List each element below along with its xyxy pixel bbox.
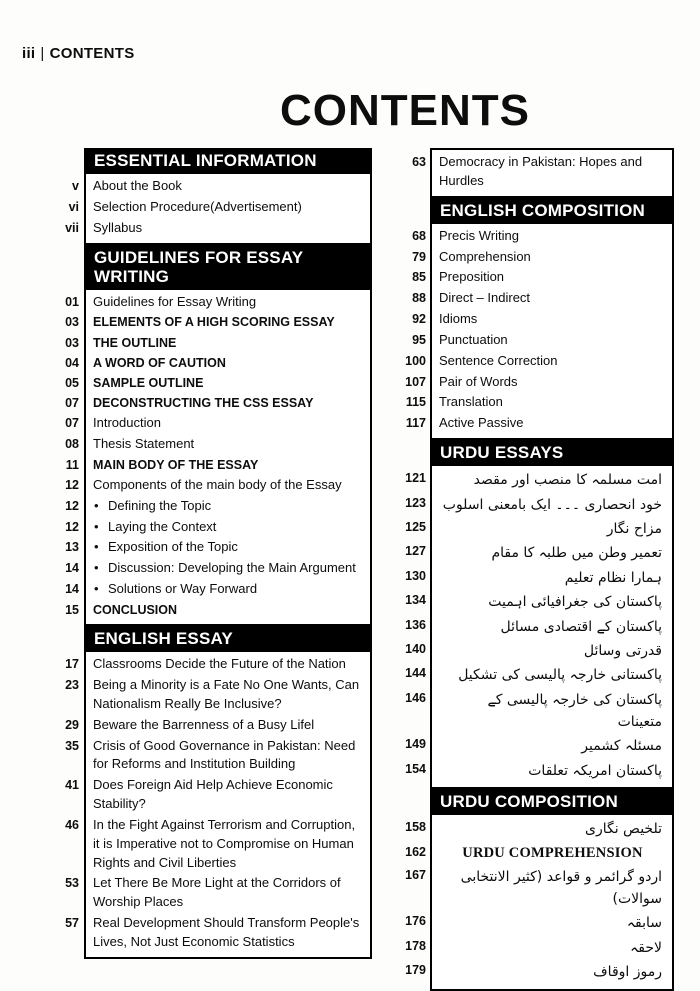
- toc-page-number: 12: [65, 519, 79, 534]
- toc-entry-label: THE OUTLINE: [93, 335, 177, 350]
- toc-page-number: 14: [65, 582, 79, 597]
- toc-entry[interactable]: [65, 434, 370, 455]
- toc-entry[interactable]: [65, 475, 370, 496]
- toc-page-number: 23: [65, 677, 79, 692]
- section-heading-english-essay: ENGLISH ESSAY: [84, 626, 372, 652]
- toc-entry[interactable]: [412, 226, 672, 247]
- toc-entry-label: پاکستان کی جغرافیائی اہمیت: [488, 594, 662, 611]
- toc-entry[interactable]: [412, 152, 672, 192]
- toc-entry[interactable]: [65, 715, 370, 736]
- section-body: [412, 148, 674, 198]
- contents-columns: [0, 148, 700, 991]
- right-column: [394, 148, 674, 991]
- toc-entry-label: Comprehension: [439, 248, 531, 264]
- toc-page-number: 115: [405, 395, 426, 410]
- toc-page-number: 17: [65, 657, 79, 672]
- toc-page-number: 12: [65, 477, 79, 492]
- toc-entry-label: امت مسلمہ کا منصب اور مقصد: [473, 472, 662, 489]
- toc-page-number: 140: [405, 641, 426, 656]
- toc-page-number: 12: [65, 498, 79, 513]
- toc-entry-label: URDU COMPREHENSION: [462, 844, 643, 861]
- toc-entry-label: Sentence Correction: [439, 352, 558, 368]
- section-body: [405, 815, 674, 990]
- toc-entry-label: ہمارا نظام تعلیم: [564, 569, 662, 586]
- toc-entry-label: پاکستان کے اقتصادی مسائل: [500, 618, 662, 635]
- toc-entry[interactable]: [65, 455, 370, 475]
- section-heading-urdu-essays: URDU ESSAYS: [430, 440, 674, 466]
- toc-entry-label: مسئلہ کشمیر: [581, 738, 662, 755]
- toc-page-number: 149: [405, 737, 426, 752]
- toc-page-number: 123: [405, 495, 426, 510]
- toc-entry[interactable]: [65, 312, 370, 332]
- toc-entry[interactable]: [405, 590, 672, 614]
- toc-page-number: 130: [405, 568, 426, 583]
- toc-entry-label: Thesis Statement: [93, 435, 195, 451]
- toc-page-number: vi: [68, 199, 79, 214]
- toc-entry-label: Precis Writing: [439, 227, 519, 243]
- toc-page-number: 146: [405, 690, 426, 705]
- toc-page-number: 08: [65, 436, 79, 451]
- toc-entry-label: Preposition: [439, 269, 505, 285]
- toc-entry-label: Components of the main body of the Essay: [93, 476, 342, 492]
- toc-entry-label: پاکستانی خارجہ پالیسی کی تشکیل: [458, 667, 662, 684]
- toc-page-number: 57: [65, 916, 79, 931]
- toc-entry[interactable]: [65, 736, 370, 776]
- toc-entry[interactable]: [68, 197, 370, 218]
- toc-page-number: 154: [405, 761, 426, 776]
- toc-entry-label: پاکستان امریکہ تعلقات: [528, 762, 662, 779]
- toc-page-number: 79: [412, 249, 426, 264]
- toc-entry[interactable]: [405, 759, 672, 783]
- toc-entry[interactable]: [412, 247, 672, 268]
- toc-entry[interactable]: [405, 734, 672, 758]
- section-body: [405, 224, 674, 440]
- folio-number: iii: [22, 45, 36, 62]
- toc-entry[interactable]: [65, 675, 370, 715]
- toc-entry[interactable]: [65, 517, 370, 538]
- toc-entry-label: Introduction: [93, 415, 161, 431]
- toc-page-number: 05: [65, 375, 79, 390]
- toc-entry-label: Does Foreign Aid Help Achieve Economic Stability?: [93, 777, 333, 812]
- toc-entry-label: مزاح نگار: [606, 520, 662, 537]
- toc-entry[interactable]: [412, 267, 672, 288]
- toc-entry[interactable]: [65, 218, 370, 239]
- toc-page-number: 136: [405, 617, 426, 632]
- toc-page-number: 178: [405, 938, 426, 953]
- toc-entry[interactable]: [405, 639, 672, 663]
- toc-entry[interactable]: [405, 960, 672, 984]
- toc-page-number: 134: [405, 593, 426, 608]
- toc-page-number: 179: [405, 963, 426, 978]
- toc-entry-label: تعمیر وطن میں طلبہ کا مقام: [491, 545, 662, 562]
- toc-page-number: 95: [412, 332, 426, 347]
- toc-page-number: vii: [65, 220, 79, 235]
- toc-entry-label: Pair of Words: [439, 373, 518, 389]
- toc-entry-label: رموز اوقاف: [593, 964, 662, 981]
- toc-page-number: 121: [405, 471, 426, 486]
- toc-entry[interactable]: [405, 688, 672, 735]
- toc-entry-label: Beware the Barrenness of a Busy Lifel: [93, 716, 315, 732]
- toc-entry[interactable]: [65, 413, 370, 434]
- section-body: [65, 290, 372, 626]
- toc-entry[interactable]: [412, 330, 672, 351]
- toc-entry-label: تلخیص نگاری: [584, 821, 662, 838]
- toc-page-number: 125: [405, 519, 426, 534]
- toc-entry-label: • Solutions or Way Forward: [86, 579, 370, 600]
- toc-entry-label: A WORD OF CAUTION: [93, 355, 226, 370]
- toc-entry-label: اردو گرائمر و قواعد (کثیر الانتخابی سوالات): [460, 868, 662, 908]
- toc-entry[interactable]: [65, 353, 370, 373]
- toc-entry[interactable]: [65, 873, 370, 913]
- toc-entry[interactable]: [405, 817, 672, 841]
- toc-entry[interactable]: [405, 911, 672, 935]
- toc-entry-label: Idioms: [439, 311, 478, 327]
- left-column: [42, 148, 372, 991]
- toc-entry-label: In the Fight Against Terrorism and Corruption, it is Imperative not to Compromise on Human Rights and Civil Liberties: [93, 816, 356, 870]
- toc-page-number: 14: [65, 561, 79, 576]
- section-body: [65, 652, 372, 959]
- toc-page-number: 29: [65, 717, 79, 732]
- toc-entry-label: Crisis of Good Governance in Pakistan: Need for Reforms and Institution Building: [93, 737, 356, 772]
- toc-entry-label: خود انحصاری ۔۔۔ ایک بامعنی اسلوب: [442, 496, 662, 513]
- toc-entry[interactable]: [405, 615, 672, 639]
- toc-entry[interactable]: [65, 558, 370, 579]
- toc-entry-label: MAIN BODY OF THE ESSAY: [93, 457, 259, 472]
- toc-entry[interactable]: [65, 815, 370, 874]
- toc-entry-label: ELEMENTS OF A HIGH SCORING ESSAY: [93, 315, 335, 330]
- toc-entry-label: Syllabus: [93, 219, 143, 235]
- toc-entry[interactable]: [405, 372, 672, 393]
- toc-page-number: 100: [405, 353, 426, 368]
- toc-page-number: 68: [412, 228, 426, 243]
- toc-page-number: 144: [405, 666, 426, 681]
- toc-page-number: 46: [65, 817, 79, 832]
- toc-entry-label: لاحقہ: [630, 939, 662, 956]
- toc-entry-label: • Exposition of the Topic: [86, 537, 370, 558]
- toc-entry[interactable]: [405, 865, 672, 912]
- toc-page-number: 13: [65, 540, 79, 555]
- toc-entry[interactable]: [65, 654, 370, 675]
- toc-entry-label: Let There Be More Light at the Corridors of Worship Places: [93, 875, 341, 910]
- toc-entry[interactable]: [405, 541, 672, 565]
- toc-page-number: 117: [405, 416, 426, 431]
- toc-page-number: 85: [412, 270, 426, 285]
- toc-entry[interactable]: [65, 333, 370, 353]
- toc-entry[interactable]: [65, 393, 370, 413]
- toc-entry[interactable]: [405, 392, 672, 413]
- toc-entry-label: • Laying the Context: [86, 517, 370, 538]
- toc-entry-label: پاکستان کی خارجہ پالیسی کے متعینات: [487, 691, 662, 731]
- folio-separator: |: [40, 45, 45, 62]
- section-body: [65, 174, 372, 245]
- section-heading-guidelines-for-essay-writing: GUIDELINES FOR ESSAY WRITING: [84, 245, 372, 290]
- section-heading-english-composition: ENGLISH COMPOSITION: [430, 198, 674, 224]
- toc-page-number: 63: [412, 155, 426, 169]
- toc-entry[interactable]: [65, 579, 370, 600]
- toc-entry-label: قدرتی وسائل: [583, 642, 662, 659]
- toc-entry-label: Selection Procedure(Advertisement): [93, 198, 302, 214]
- toc-page-number: 107: [405, 374, 426, 389]
- toc-page-number: 07: [65, 395, 79, 410]
- toc-page-number: 04: [65, 355, 79, 370]
- page-header-label: CONTENTS: [49, 45, 135, 62]
- toc-entry[interactable]: [65, 496, 370, 517]
- toc-page-number: 176: [405, 914, 426, 929]
- toc-page-number: 92: [412, 312, 426, 327]
- toc-entry-label: Being a Minority is a Fate No One Wants, Can Nationalism Really Be Inclusive?: [93, 676, 360, 711]
- toc-entry-label: • Discussion: Developing the Main Argument: [86, 558, 370, 579]
- toc-page-number: 53: [65, 876, 79, 891]
- toc-page-number: 03: [65, 315, 79, 330]
- toc-page-number: 01: [65, 294, 79, 309]
- toc-entry[interactable]: [72, 176, 370, 197]
- toc-page-number: 41: [65, 778, 79, 793]
- toc-entry-label: About the Book: [93, 178, 182, 194]
- toc-page-number: 167: [405, 867, 426, 882]
- toc-entry[interactable]: [405, 663, 672, 687]
- toc-page-number: 15: [65, 602, 79, 617]
- toc-entry-label: Classrooms Decide the Future of the Nation: [93, 656, 346, 672]
- section-heading-essential-information: ESSENTIAL INFORMATION: [84, 148, 372, 174]
- toc-entry[interactable]: [405, 517, 672, 541]
- toc-entry[interactable]: [405, 566, 672, 590]
- section-heading-urdu-composition: URDU COMPOSITION: [430, 789, 674, 815]
- toc-entry[interactable]: [412, 288, 672, 309]
- toc-entry[interactable]: [405, 842, 672, 865]
- toc-entry-label: Guidelines for Essay Writing: [93, 293, 257, 309]
- toc-page-number: 11: [65, 457, 79, 472]
- toc-entry[interactable]: [405, 936, 672, 960]
- toc-page-number: 162: [405, 844, 426, 859]
- toc-entry-label: DECONSTRUCTING THE CSS ESSAY: [93, 395, 314, 410]
- toc-entry[interactable]: [412, 309, 672, 330]
- toc-entry-label: Translation: [439, 394, 503, 410]
- toc-entry-label: Active Passive: [439, 415, 524, 431]
- toc-entry-label: CONCLUSION: [93, 602, 178, 617]
- toc-entry-label: Direct – Indirect: [439, 290, 531, 306]
- page-header: [22, 45, 135, 62]
- toc-entry-label: SAMPLE OUTLINE: [93, 375, 204, 390]
- section-body: [405, 466, 674, 789]
- toc-entry[interactable]: [405, 493, 672, 517]
- toc-entry-label: Democracy in Pakistan: Hopes and Hurdles: [439, 154, 643, 188]
- toc-page-number: 158: [405, 820, 426, 835]
- toc-entry[interactable]: [405, 351, 672, 372]
- toc-entry[interactable]: [65, 600, 370, 620]
- toc-page-number: v: [72, 179, 79, 194]
- toc-page-number: 03: [65, 335, 79, 350]
- toc-entry-label: سابقہ: [626, 915, 662, 932]
- toc-entry[interactable]: [65, 292, 370, 313]
- toc-page-number: 127: [405, 544, 426, 559]
- toc-entry[interactable]: [65, 775, 370, 815]
- page-title: CONTENTS: [280, 86, 530, 135]
- toc-page-number: 35: [65, 738, 79, 753]
- toc-entry-label: Real Development Should Transform People's Lives, Not Just Economic Statistics: [93, 915, 360, 949]
- toc-entry[interactable]: [65, 373, 370, 393]
- toc-entry-label: • Defining the Topic: [86, 496, 370, 517]
- toc-entry[interactable]: [405, 468, 672, 492]
- toc-entry[interactable]: [65, 537, 370, 558]
- toc-page-number: 88: [412, 291, 426, 306]
- toc-page-number: 07: [65, 416, 79, 431]
- toc-entry-label: Punctuation: [439, 331, 508, 347]
- toc-entry[interactable]: [405, 413, 672, 434]
